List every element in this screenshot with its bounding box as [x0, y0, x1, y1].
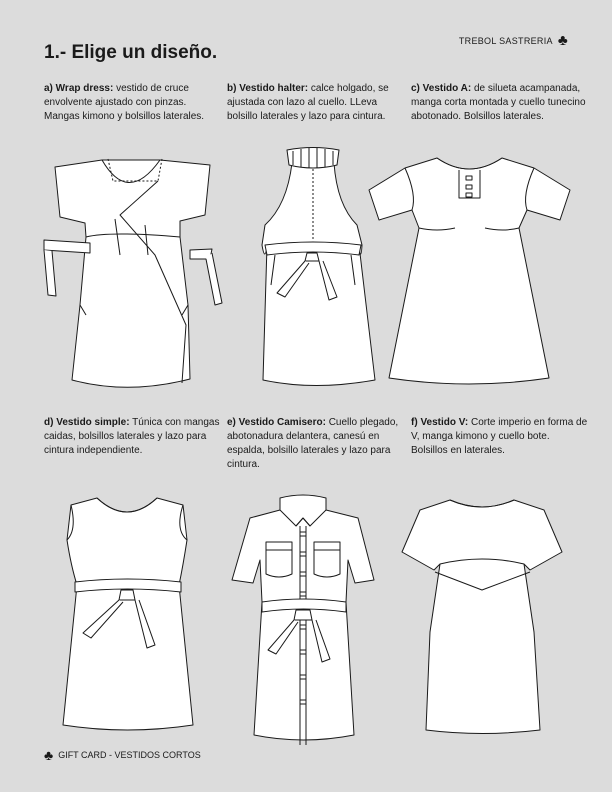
design-c-label: c) Vestido A: [411, 83, 472, 94]
a-line-dress-illustration [367, 150, 577, 390]
design-c-description [411, 82, 589, 124]
design-f-text: Corte imperio en forma de V, manga kimono y cuello bote. Bolsillos en laterales. [411, 417, 588, 456]
header-brand-text: TREBOL SASTRERIA [458, 35, 553, 46]
design-e-label: e) Vestido Camisero: [227, 417, 326, 428]
design-f-description [411, 416, 589, 458]
design-b-label: b) Vestido halter: [227, 83, 309, 94]
wrap-dress-illustration [40, 155, 225, 395]
simple-dress-illustration [55, 490, 200, 735]
club-suit-icon: ♣ [44, 747, 54, 763]
design-c-text: de silueta acampanada, manga corta montada y cuello tunecino abotonado. Bolsillos laterales. [411, 83, 586, 122]
halter-dress-illustration [247, 145, 382, 390]
design-b-text: calce holgado, se ajustada con lazo al cuello. LLeva bolsillo laterales y lazo para cintura. [227, 83, 389, 122]
footer [44, 748, 201, 762]
design-d-text: Túnica con mangas caidas, bolsillos laterales y lazo para cintura independiente. [44, 417, 220, 456]
footer-text: GIFT CARD - VESTIDOS CORTOS [58, 750, 201, 760]
design-e-text: Cuello plegado, abotonadura delantera, canesú en espalda, bolsillo laterales y lazo para cintura. [227, 417, 399, 470]
design-f-label: f) Vestido V: [411, 417, 469, 428]
design-a-label: a) Wrap dress: [44, 83, 114, 94]
v-empire-dress-illustration [400, 492, 565, 737]
header-brand [459, 33, 568, 48]
page-title: 1.- Elige un diseño. [44, 42, 218, 63]
design-a-text: vestido de cruce envolvente ajustado con pinzas. Mangas kimono y bolsillos laterales. [44, 83, 205, 122]
design-e-description [227, 416, 405, 472]
design-a-description [44, 82, 222, 124]
shirt-dress-illustration [228, 490, 378, 745]
design-d-description [44, 416, 222, 458]
design-d-label: d) Vestido simple: [44, 417, 130, 428]
design-b-description [227, 82, 405, 124]
club-suit-icon: ♣ [557, 32, 568, 49]
